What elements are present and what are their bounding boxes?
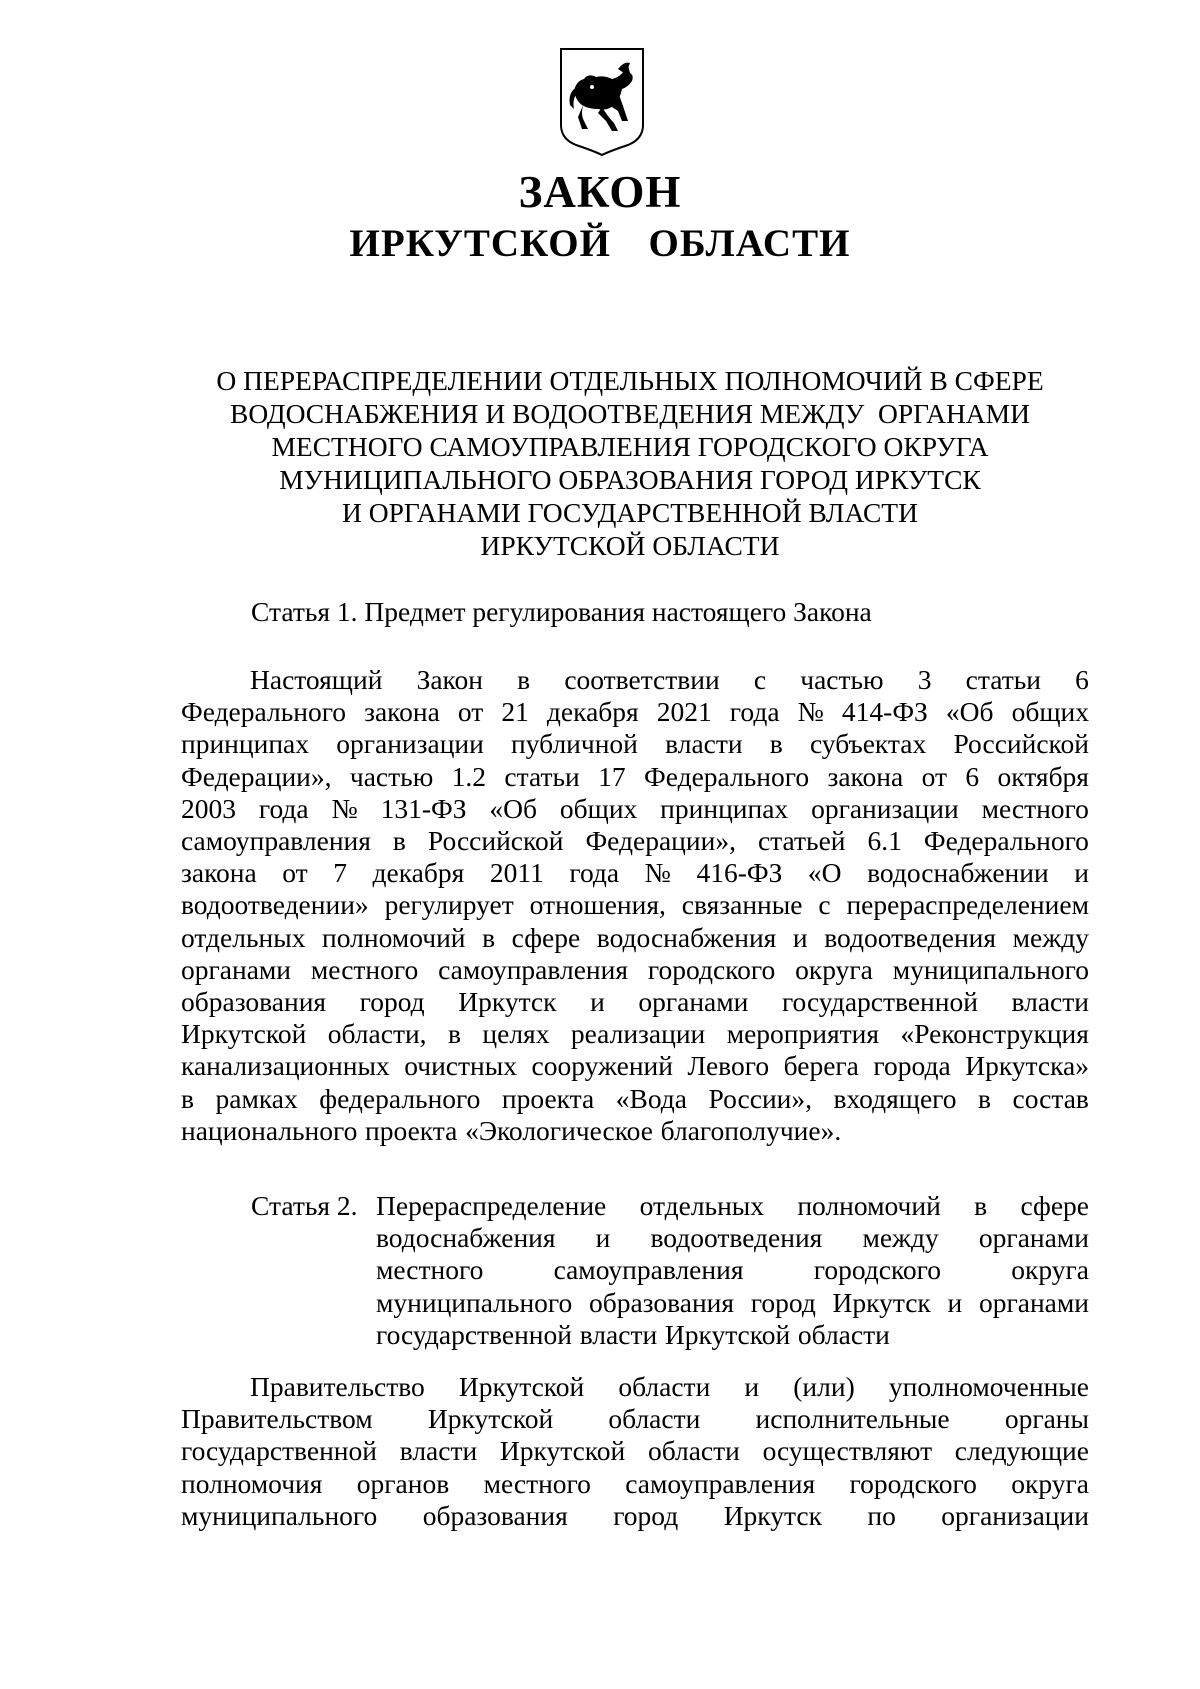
heading-line xyxy=(376,1190,1089,1222)
word: самоуправления xyxy=(438,953,629,985)
word: очистных xyxy=(404,1050,517,1082)
word: 17 xyxy=(598,760,626,792)
word: «Об xyxy=(945,696,994,728)
subject-line: МЕСТНОГО САМОУПРАВЛЕНИЯ ГОРОДСКОГО ОКРУГА xyxy=(271,431,989,462)
word: округа xyxy=(1011,1467,1089,1499)
word: полномочия xyxy=(181,1467,323,1499)
paragraph-line xyxy=(181,793,1089,825)
word: Иркутска» xyxy=(965,1050,1089,1082)
word: мероприятия xyxy=(726,1018,880,1050)
word: городского xyxy=(813,1254,942,1286)
word: области xyxy=(608,1403,701,1435)
word: и xyxy=(1074,857,1089,889)
word: проекта xyxy=(501,1082,595,1114)
word: органами xyxy=(181,953,292,985)
word: и xyxy=(595,1222,611,1254)
word: 131-ФЗ xyxy=(380,792,467,824)
paragraph-line xyxy=(181,857,1089,889)
word: в xyxy=(447,1018,461,1050)
word: Левого xyxy=(687,1050,770,1082)
word: муниципального xyxy=(892,953,1089,985)
word: местного xyxy=(376,1254,484,1286)
word: город xyxy=(359,986,425,1018)
word: 6 xyxy=(1075,664,1089,695)
word: национального xyxy=(181,1114,358,1146)
paragraph-line xyxy=(181,696,1089,728)
word: 6 xyxy=(965,760,980,792)
word: город xyxy=(750,1286,816,1318)
subject-line: ИРКУТСКОЙ ОБЛАСТИ xyxy=(480,530,780,561)
word: публичной xyxy=(511,728,638,760)
word: городского xyxy=(849,1467,977,1499)
paragraph-line xyxy=(181,728,1089,760)
article-2-heading xyxy=(376,1190,1089,1351)
word: муниципального xyxy=(376,1286,573,1318)
word: регулирует xyxy=(384,889,514,921)
word: 6.1 xyxy=(867,825,902,857)
word: водоотведении» xyxy=(181,889,369,921)
word: и xyxy=(947,1286,963,1318)
word: субъектах xyxy=(809,728,927,760)
word: организации xyxy=(336,728,484,760)
paragraph-line xyxy=(181,1403,1089,1435)
heading-line xyxy=(376,1254,1089,1286)
word: «Реконструкция xyxy=(900,1018,1089,1050)
paragraph-line xyxy=(181,1115,1089,1147)
word: в xyxy=(181,1082,194,1114)
word: России», xyxy=(708,1082,812,1114)
word: водоотведения xyxy=(650,1222,823,1254)
word: «Об xyxy=(489,792,538,824)
word: в xyxy=(769,728,783,760)
word: рамках xyxy=(215,1082,298,1114)
word: 2021 xyxy=(656,696,712,728)
word: общих xyxy=(1011,696,1089,728)
word: закона xyxy=(827,760,904,792)
word: муниципального xyxy=(181,1499,378,1531)
word: и xyxy=(590,986,605,1018)
word: Закон xyxy=(416,664,483,695)
paragraph-line xyxy=(181,1371,1089,1403)
word: канализационных xyxy=(181,1050,390,1082)
word: между xyxy=(1012,921,1089,953)
word: частью xyxy=(349,760,434,792)
word: власти xyxy=(399,1435,478,1467)
word: Российской xyxy=(953,728,1089,760)
word: целях xyxy=(482,1018,550,1050)
word: общих xyxy=(559,792,638,824)
subject-line: ВОДОСНАБЖЕНИЯ И ВОДООТВЕДЕНИЯ МЕЖДУ ОРГАНАМИ xyxy=(230,398,1030,429)
subject-line: МУНИЦИПАЛЬНОГО ОБРАЗОВАНИЯ ГОРОД ИРКУТСК xyxy=(279,464,981,495)
word: Иркутской xyxy=(181,1018,307,1050)
word: № xyxy=(797,696,824,728)
word: от xyxy=(457,696,484,728)
word: сооружений xyxy=(531,1050,673,1082)
paragraph-line xyxy=(181,761,1089,793)
word: организации xyxy=(941,1499,1089,1531)
word: области, xyxy=(327,1018,427,1050)
law-region-title: ИРКУТСКОЙ ОБЛАСТИ xyxy=(349,222,851,265)
word: водоснабжения xyxy=(596,921,777,953)
word: государственной xyxy=(181,1435,377,1467)
word: отношения, xyxy=(529,889,666,921)
word: года xyxy=(569,857,620,889)
word: состав xyxy=(1012,1082,1089,1114)
word: частью xyxy=(800,664,884,695)
word: в xyxy=(978,1082,992,1114)
word: Иркутск xyxy=(458,986,557,1018)
law-title: ЗАКОН xyxy=(518,167,682,217)
word: и xyxy=(744,1371,760,1402)
paragraph-line xyxy=(181,954,1089,986)
paragraph-line xyxy=(181,1435,1089,1467)
word: «Экологическое xyxy=(465,1114,653,1146)
paragraph-line xyxy=(181,1468,1089,1500)
paragraph-line xyxy=(181,1083,1089,1115)
word: органов xyxy=(356,1467,450,1499)
word: водоснабжения xyxy=(376,1222,556,1254)
word: Иркутской xyxy=(499,1435,626,1467)
word: в xyxy=(392,825,406,857)
word: от xyxy=(921,760,947,792)
word: 3 xyxy=(917,664,932,695)
word: принципах xyxy=(181,728,310,760)
word: городского xyxy=(647,953,776,985)
word: входящего xyxy=(833,1082,957,1114)
word: государственной xyxy=(781,986,978,1018)
word: Настоящий xyxy=(250,664,383,695)
word: город xyxy=(613,1499,679,1531)
word: осуществляют xyxy=(762,1435,933,1467)
word: декабря xyxy=(546,696,639,728)
word: отдельных xyxy=(181,921,306,953)
word: отдельных xyxy=(639,1190,765,1221)
word: местного xyxy=(483,1467,591,1499)
word: Российской xyxy=(427,825,564,857)
word: Иркутской xyxy=(458,1371,585,1402)
word: местного xyxy=(981,792,1089,824)
word: между xyxy=(862,1222,939,1254)
word: образования xyxy=(181,986,327,1018)
subject-line: О ПЕРЕРАСПРЕДЕЛЕНИИ ОТДЕЛЬНЫХ ПОЛНОМОЧИЙ В СФЕРЕ xyxy=(216,365,1044,396)
law-subject xyxy=(190,364,1070,562)
word: «Вода xyxy=(615,1082,687,1114)
word: власти xyxy=(665,728,743,760)
word: 416-ФЗ xyxy=(696,857,783,889)
word: благополучие». xyxy=(660,1114,842,1146)
word: области xyxy=(647,1435,740,1467)
word: перераспределением xyxy=(846,889,1089,921)
word: Правительство xyxy=(250,1371,425,1402)
word: от xyxy=(282,857,308,889)
word: принципах xyxy=(660,792,789,824)
word: области xyxy=(618,1371,711,1402)
word: берега xyxy=(783,1050,859,1082)
paragraph-line xyxy=(181,825,1089,857)
word: 1.2 xyxy=(451,760,487,792)
heading-line xyxy=(376,1222,1089,1254)
paragraph-line xyxy=(181,1500,1089,1532)
word: местного xyxy=(310,953,419,985)
word: полномочий xyxy=(322,921,466,953)
word: округа xyxy=(1011,1254,1089,1286)
word: «О xyxy=(807,857,842,889)
word: проекта xyxy=(365,1114,458,1146)
word: области xyxy=(797,1318,890,1350)
word: Иркутск xyxy=(723,1499,822,1531)
word: № xyxy=(644,857,671,889)
word: организации xyxy=(811,792,959,824)
paragraph-line xyxy=(181,1018,1089,1050)
paragraph-line xyxy=(181,986,1089,1018)
word: с xyxy=(818,889,831,921)
word: Федерального xyxy=(923,825,1089,857)
word: полномочий xyxy=(797,1190,941,1221)
word: связанные xyxy=(681,889,803,921)
word: Федерации», xyxy=(181,760,332,792)
word: реализации xyxy=(570,1018,706,1050)
word: закона xyxy=(364,696,440,728)
word: органами xyxy=(978,1222,1089,1254)
word: и xyxy=(792,921,808,953)
word: 2011 xyxy=(489,857,544,889)
word: декабря xyxy=(372,857,465,889)
word: Перераспределение xyxy=(376,1190,607,1221)
word: водоотведения xyxy=(824,921,997,953)
heading-line xyxy=(376,1319,1089,1351)
word: Правительством xyxy=(181,1403,373,1435)
word: водоснабжении xyxy=(867,857,1049,889)
word: 21 xyxy=(501,696,529,728)
word: сфере xyxy=(511,921,581,953)
word: власти xyxy=(579,1318,658,1350)
subject-line: И ОРГАНАМИ ГОСУДАРСТВЕННОЙ ВЛАСТИ xyxy=(342,497,918,528)
word: исполнительные xyxy=(755,1403,950,1435)
word: образования xyxy=(588,1286,735,1318)
word: федерального xyxy=(319,1082,481,1114)
word: Федерального xyxy=(644,760,810,792)
word: уполномоченные xyxy=(888,1371,1089,1402)
word: государственной xyxy=(376,1318,572,1350)
paragraph-line xyxy=(181,1050,1089,1082)
word: статьи xyxy=(504,760,580,792)
paragraph-line xyxy=(181,922,1089,954)
word: Иркутской xyxy=(664,1318,791,1350)
word: октября xyxy=(997,760,1089,792)
word: самоуправления xyxy=(181,825,371,857)
word: округа xyxy=(795,953,873,985)
word: самоуправления xyxy=(625,1467,816,1499)
word: образования xyxy=(422,1499,568,1531)
word: следующие xyxy=(954,1435,1089,1467)
word: города xyxy=(873,1050,951,1082)
word: (или) xyxy=(793,1371,855,1402)
word: года xyxy=(729,696,780,728)
word: соответствии xyxy=(564,664,720,695)
word: Федерального xyxy=(181,696,347,728)
word: закона xyxy=(181,857,257,889)
article-1-heading: Статья 1. Предмет регулирования настоящего Закона xyxy=(251,596,872,627)
word: власти xyxy=(1011,986,1089,1018)
word: № xyxy=(331,792,358,824)
article-2-label: Статья 2. xyxy=(251,1190,358,1221)
word: 2003 xyxy=(181,792,236,824)
article-2-text xyxy=(181,1371,1089,1532)
word: статьи xyxy=(965,664,1041,695)
word: самоуправления xyxy=(553,1254,744,1286)
word: органами xyxy=(638,986,749,1018)
coat-of-arms-icon xyxy=(558,47,646,157)
article-1-text xyxy=(181,664,1089,1147)
word: Иркутской xyxy=(427,1403,554,1435)
word: 7 xyxy=(333,857,347,889)
word: 414-ФЗ xyxy=(841,696,928,728)
word: статьей xyxy=(757,825,846,857)
word: в xyxy=(517,664,531,695)
word: по xyxy=(867,1499,896,1531)
word: Федерации», xyxy=(585,825,736,857)
paragraph-line xyxy=(181,664,1089,696)
word: в xyxy=(974,1190,988,1221)
word: с xyxy=(753,664,767,695)
word: Иркутск xyxy=(832,1286,931,1318)
word: сфере xyxy=(1020,1190,1089,1221)
word: органами xyxy=(978,1286,1089,1318)
word: в xyxy=(482,921,496,953)
heading-line xyxy=(376,1287,1089,1319)
word: года xyxy=(258,792,309,824)
paragraph-line xyxy=(181,889,1089,921)
word: органы xyxy=(1004,1403,1089,1435)
